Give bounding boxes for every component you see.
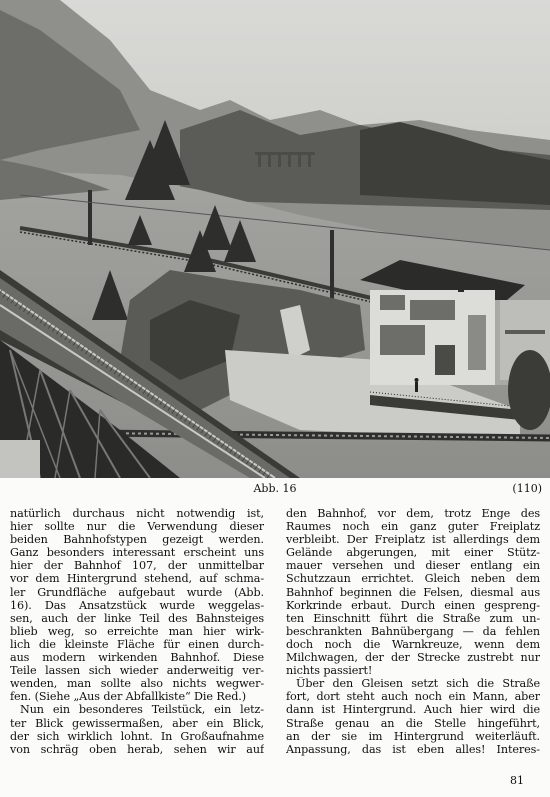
- text-line: fen. (Siehe „Aus der Abfallkiste“ Die Red.): [10, 690, 247, 704]
- text-line: natürlich durchaus nicht notwendig ist,: [10, 507, 264, 520]
- text-line: ter Blick gewissermaßen, aber ein Blick,: [10, 716, 264, 730]
- text-line: wenden, man sollte also nichts wegwer-: [10, 677, 264, 691]
- text-line: Teile lassen sich wieder anderweitig ver-: [10, 664, 264, 678]
- text-line: Nun ein besonderes Teilstück, ein letz-: [20, 703, 264, 717]
- figure-man-head: [415, 378, 419, 382]
- text-line: Bahnhof beginnen die Felsen, diesmal aus: [286, 585, 540, 599]
- text-line: verbleibt. Der Freiplatz ist allerdings dem: [286, 533, 540, 547]
- text-line: fort, dort steht auch noch ein Mann, aber: [286, 690, 540, 704]
- text-line: Anpassung, das ist eben alles! Interes-: [286, 742, 540, 756]
- text-line: blieb weg, so erreichte man hier wirk-: [10, 624, 264, 638]
- text-line: dann ist Hintergrund. Auch hier wird die: [286, 703, 540, 717]
- text-line: Milchwagen, der der Strecke zustrebt nur: [286, 651, 540, 665]
- text-line: Gelände abgerungen, mit einer Stütz-: [286, 546, 540, 560]
- text-line: ten Einschnitt führt die Straße zum un-: [286, 611, 540, 625]
- text-line: von schräg oben herab, sehen wir auf: [10, 742, 264, 756]
- text-line: beiden Bahnhofstypen gezeigt werden.: [10, 533, 264, 547]
- text-line: Korkrinde erbaut. Durch einen gespreng-: [286, 598, 540, 612]
- text-line: vor dem Hintergrund stehend, auf schma-: [10, 572, 264, 586]
- figure-man: [415, 382, 418, 392]
- text-line: mauer versehen und dieser entlang ein: [286, 559, 540, 573]
- text-line: Ganz besonders interessant erscheint uns: [10, 546, 264, 560]
- text-line: Raumes noch ein ganz guter Freiplatz: [286, 520, 540, 534]
- page-number: 81: [510, 774, 524, 787]
- text-line: ler Grundfläche aufgebaut wurde (Abb.: [10, 585, 264, 599]
- foreground-ground: [0, 440, 40, 478]
- text-line: Schutzzaun errichtet. Gleich neben dem: [286, 572, 540, 586]
- text-line: aus modern wirkenden Bahnhof. Diese: [10, 651, 264, 665]
- platform-roof: [505, 330, 545, 334]
- text-line: sen, auch der linke Teil des Bahnsteiges: [10, 611, 264, 625]
- text-line: der sich wirklich lohnt. In Großaufnahme: [10, 729, 264, 743]
- figure-number: (110): [512, 482, 542, 495]
- catenary-pole: [88, 190, 92, 245]
- text-line: lich die kleinste Fläche für einen durch-: [10, 637, 264, 651]
- figure-caption-row: [0, 482, 550, 498]
- text-line: hier sollte nur die Verwendung dieser: [10, 520, 264, 534]
- text-column-right: [286, 507, 540, 756]
- text-line: hier der Bahnhof 107, der unmittelbar: [10, 559, 264, 573]
- text-line: nichts passiert!: [286, 664, 373, 678]
- text-column-left: [10, 507, 264, 756]
- catenary-pole: [330, 230, 334, 300]
- text-line: 16). Das Ansatzstück wurde weggelas-: [10, 598, 264, 612]
- text-line: doch noch die Warnkreuze, wenn dem: [286, 637, 540, 651]
- figure-caption: Abb. 16: [253, 482, 297, 495]
- deciduous-tree: [508, 350, 550, 430]
- text-line: Über den Gleisen setzt sich die Straße: [296, 677, 540, 691]
- text-line: beschrankten Bahnübergang — da fehlen: [286, 624, 540, 638]
- text-line: Straße genau an die Stelle hingeführt,: [286, 716, 540, 730]
- text-line: an der sie im Hintergrund weiterläuft.: [286, 729, 540, 743]
- text-line: den Bahnhof, vor dem, trotz Enge des: [286, 507, 540, 520]
